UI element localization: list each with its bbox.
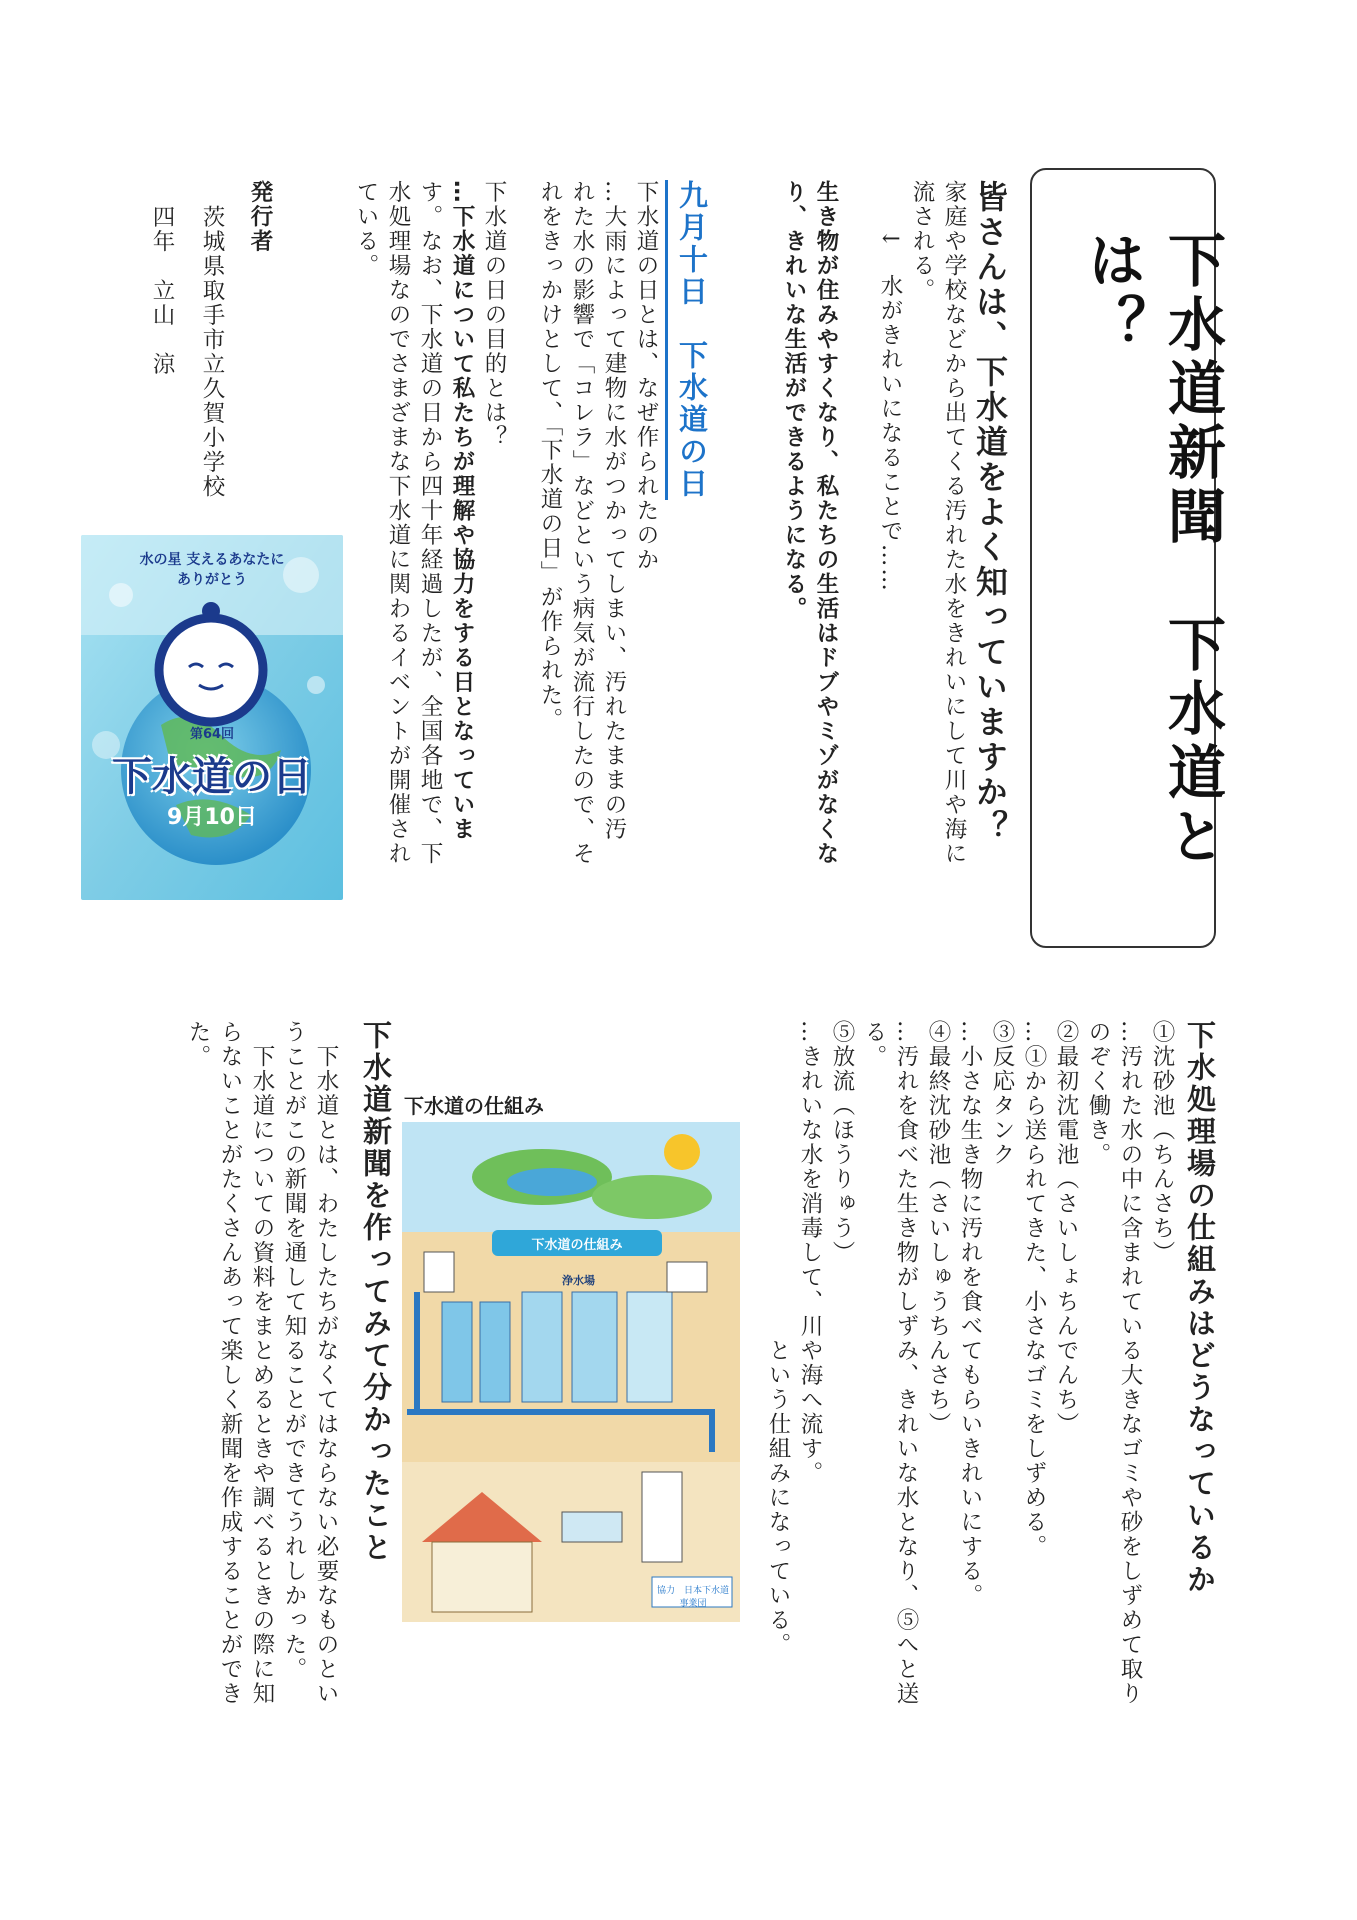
sewer-day-line-2: …大雨によって建物に水がつかってしまい、汚れたままの汚 bbox=[601, 180, 627, 842]
intro-heading: 皆さんは、下水道をよく知っていますか？ bbox=[971, 180, 1009, 845]
publisher-school: 茨城県取手市立久賀小学校 bbox=[199, 205, 225, 499]
reflection-line-2: うことがこの新聞を通して知ることができてうれしかった。 bbox=[281, 1020, 307, 1682]
sewer-day-heading: 九月十日 下水道の日 bbox=[665, 180, 712, 500]
treatment-line-5: …①から送られてきた、小さなゴミをしずめる。 bbox=[1021, 1020, 1047, 1559]
treatment-line-13: という仕組みになっている。 bbox=[765, 1020, 791, 1657]
intro-line-2: 流される。 bbox=[909, 180, 935, 303]
treatment-line-2: …汚れた水の中に含まれている大きなゴミや砂をしずめて取り bbox=[1117, 1020, 1143, 1706]
sewer-day-line-4: れをきっかけとして、「下水道の日」が作られた。 bbox=[537, 180, 563, 733]
treatment-line-9: …汚れを食べた生き物がしずみ、きれいな水となり、⑤へと送 bbox=[893, 1020, 919, 1706]
sewer-day-line-1: 下水道の日とは、なぜ作られたのか bbox=[633, 180, 659, 572]
publisher-label: 発行者 bbox=[247, 180, 273, 254]
treatment-line-8: ④最終沈砂池（さいしゅうちんさち） bbox=[925, 1020, 951, 1437]
intro-line-5: り、きれいな生活ができるようになる。 bbox=[781, 180, 807, 621]
intro-line-4: 生き物が住みやすくなり、私たちの生活はドブやミゾがなくな bbox=[813, 180, 839, 866]
sewer-day-poster bbox=[81, 535, 343, 900]
purpose-line-2: …下水道について私たちが理解や協力をする日となっていま bbox=[449, 180, 475, 842]
reflection-line-3: 下水道についての資料をまとめるときや調べるときの際に知 bbox=[249, 1020, 275, 1706]
poster-date: 9月10日 bbox=[167, 805, 257, 830]
treatment-heading: 下水処理場の仕組みはどうなっているか bbox=[1183, 1020, 1217, 1596]
treatment-line-6: ③反応タンク bbox=[989, 1020, 1015, 1167]
treatment-line-12: …きれいな水を消毒して、川や海へ流す。 bbox=[797, 1020, 823, 1486]
sewer-system-diagram bbox=[402, 1122, 740, 1622]
diagram-caption: 下水道の仕組み bbox=[404, 1094, 544, 1118]
title-box bbox=[1030, 168, 1226, 948]
poster-edition: 第64回 bbox=[189, 727, 235, 742]
purpose-line-1: 下水道の日の目的とは？ bbox=[481, 180, 507, 450]
diagram-credit: 協力 日本下水道事業団 bbox=[656, 1586, 729, 1609]
poster-tagline-2: ありがとう bbox=[177, 572, 247, 588]
purpose-line-5: ている。 bbox=[353, 180, 379, 278]
purpose-line-4: 水処理場なのでさまざまな下水道に関わるイベントが開催され bbox=[385, 180, 411, 866]
diagram-banner: 下水道の仕組み bbox=[531, 1238, 623, 1253]
intro-line-1: 家庭や学校などから出てくる汚れた水をきれいにして川や海に bbox=[941, 180, 967, 866]
poster-name: 下水道の日 bbox=[112, 754, 312, 800]
poster-tagline-1: 水の星 支えるあなたに bbox=[139, 552, 285, 568]
diagram-plant-label: 浄水場 bbox=[562, 1274, 595, 1287]
publisher-author: 四年 立山 涼 bbox=[149, 205, 175, 377]
treatment-line-4: ②最初沈電池（さいしょちんでんち） bbox=[1053, 1020, 1079, 1437]
sewer-day-line-3: れた水の影響で「コレラ」などという病気が流行したので、そ bbox=[569, 180, 595, 866]
purpose-line-3: す。なお、下水道の日から四十年経過したが、全国各地で、下 bbox=[417, 180, 443, 866]
reflection-line-5: た。 bbox=[185, 1020, 211, 1069]
reflection-line-4: らないことがたくさんあって楽しく新聞を作成することができ bbox=[217, 1020, 243, 1706]
intro-line-3: ↓ 水がきれいになることで…… bbox=[877, 180, 903, 593]
reflection-heading: 下水道新聞を作ってみて分かったこと bbox=[359, 1020, 393, 1564]
diagram-graphic bbox=[402, 1122, 740, 1622]
reflection-line-1: 下水道とは、わたしたちがなくてはならない必要なものとい bbox=[313, 1020, 339, 1706]
treatment-line-3: のぞく働き。 bbox=[1085, 1020, 1111, 1167]
treatment-line-7: …小さな生き物に汚れを食べてもらいきれいにする。 bbox=[957, 1020, 983, 1608]
treatment-line-10: る。 bbox=[861, 1020, 887, 1069]
page-title: 下水道新聞 下水道とは？ bbox=[1078, 230, 1226, 870]
treatment-line-1: ①沈砂池（ちんさち） bbox=[1149, 1020, 1175, 1265]
poster-graphic bbox=[81, 535, 343, 900]
treatment-line-11: ⑤放流（ほうりゅう） bbox=[829, 1020, 855, 1265]
